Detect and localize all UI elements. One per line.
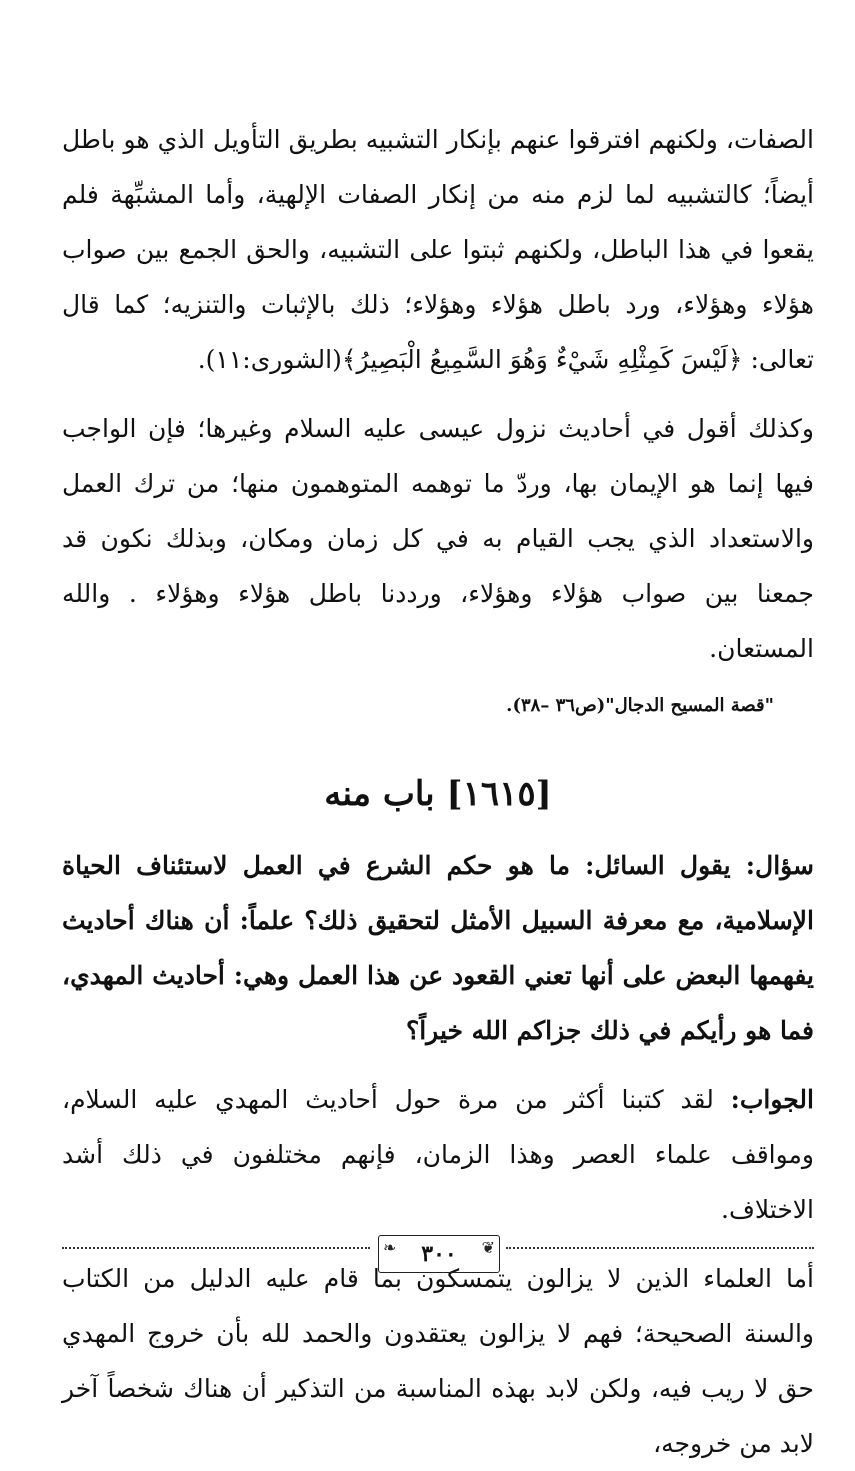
- ornament-icon: ❦: [481, 1238, 495, 1257]
- chapter-heading: [١٦١٥] باب منه: [324, 774, 552, 814]
- answer-text: لقد كتبنا أكثر من مرة حول أحاديث المهدي عليه السلام، ومواقف علماء العصر وهذا الزمان، فإنهم مختلفون في ذلك أشد الاختلاف.: [62, 1085, 814, 1224]
- footer-dotted-rule-right: [506, 1247, 814, 1249]
- question-paragraph: سؤال: يقول السائل: ما هو حكم الشرع في العمل لاستئناف الحياة الإسلامية، مع معرفة السبيل الأمثل لتحقيق ذلك؟ علماً: أن هناك أحاديث يفهمها البعض على أنها تعني القعود عن هذا العمل وهي: أحاديث المهدي، فما هو رأيكم في ذلك جزاكم الله خيراً؟: [62, 851, 814, 1045]
- page-number: ٣٠٠: [421, 1241, 457, 1267]
- paragraph-attributes-text: الصفات، ولكنهم افترقوا عنهم بإنكار التشبيه بطريق التأويل الذي هو باطل أيضاً؛ كالتشبيه لما لزم منه من إنكار الصفات الإلهية، وأما المشبِّهة فلم يقعوا في هذا الباطل، ولكنهم ثبتوا على التشبيه، والحق الجمع بين صواب هؤلاء وهؤلاء، ورد باطل هؤلاء وهؤلاء؛ ذلك بالإثبات والتنزيه؛ كما قال تعالى:: [62, 125, 814, 374]
- page-number-frame: [378, 1235, 500, 1273]
- quran-reference: (الشورى:١١).: [197, 345, 342, 374]
- quran-verse: ﴿لَيْسَ كَمِثْلِهِ شَيْءٌ وَهُوَ السَّمِيعُ الْبَصِيرُ﴾: [341, 345, 743, 374]
- answer-paragraph: [62, 1072, 814, 1237]
- paragraph-scholars: أما العلماء الذين لا يزالون يتمسكون بما قام عليه الدليل من الكتاب والسنة الصحيحة؛ فهم لا يزالون يعتقدون والحمد لله بأن خروج المهدي حق لا ريب فيه، ولكن لابد بهذه المناسبة من التذكير أن هناك شخصاً آخر لابد من خروجه،: [62, 1264, 814, 1458]
- source-citation: "قصة المسيح الدجال"(ص٣٦ –٣٨).: [506, 695, 774, 716]
- paragraph-isa-hadiths: وكذلك أقول في أحاديث نزول عيسى عليه السلام وغيرها؛ فإن الواجب فيها إنما هو الإيمان بها، وردّ ما توهمه المتوهمون منها؛ من ترك العمل والاستعداد الذي يجب القيام به في كل زمان ومكان، وبذلك نكون قد جمعنا بين صواب هؤلاء وهؤلاء، ورددنا باطل هؤلاء وهؤلاء . والله المستعان.: [62, 414, 814, 663]
- answer-label: الجواب:: [730, 1085, 814, 1114]
- paragraph-attributes: [62, 112, 814, 387]
- page-footer: [62, 1235, 814, 1275]
- footer-dotted-rule-left: [62, 1247, 370, 1249]
- ornament-icon: ❧: [383, 1238, 397, 1257]
